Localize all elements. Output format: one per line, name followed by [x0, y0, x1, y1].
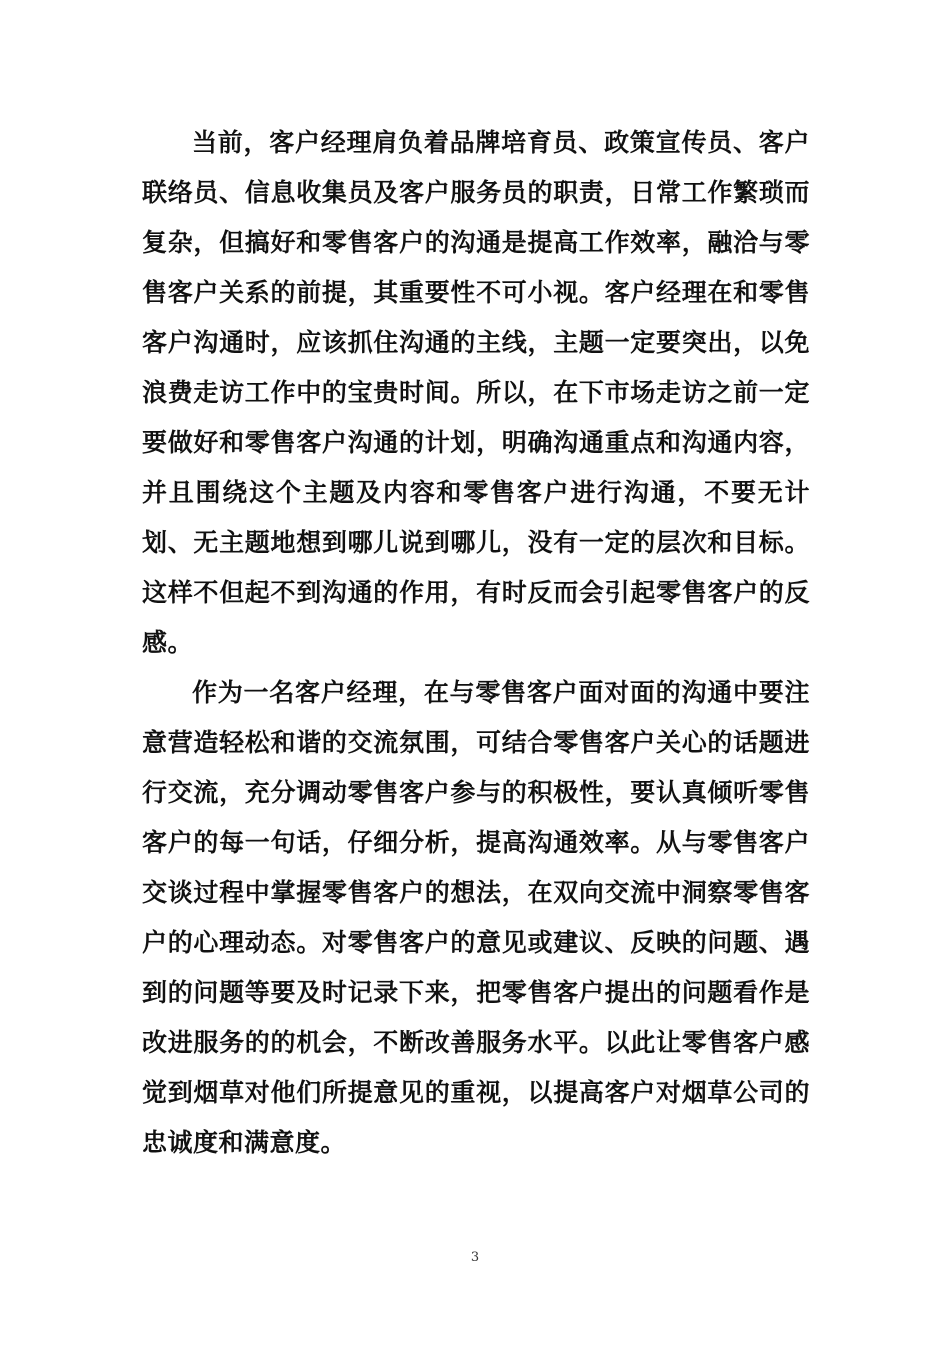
body-text	[142, 118, 810, 1168]
paragraph-1: 当前，客户经理肩负着品牌培育员、政策宣传员、客户联络员、信息收集员及客户服务员的职责，日常工作繁琐而复杂，但搞好和零售客户的沟通是提高工作效率，融洽与零售客户关系的前提，其重要性不可小视。客户经理在和零售客户沟通时，应该抓住沟通的主线，主题一定要突出，以免浪费走访工作中的宝贵时间。所以，在下市场走访之前一定要做好和零售客户沟通的计划，明确沟通重点和沟通内容，并且围绕这个主题及内容和零售客户进行沟通，不要无计划、无主题地想到哪儿说到哪儿，没有一定的层次和目标。这样不但起不到沟通的作用，有时反而会引起零售客户的反感。	[142, 128, 810, 657]
page-number: 3	[470, 1250, 480, 1265]
paragraph-2: 作为一名客户经理，在与零售客户面对面的沟通中要注意营造轻松和谐的交流氛围，可结合零售客户关心的话题进行交流，充分调动零售客户参与的积极性，要认真倾听零售客户的每一句话，仔细分析，提高沟通效率。从与零售客户交谈过程中掌握零售客户的想法，在双向交流中洞察零售客户的心理动态。对零售客户的意见或建议、反映的问题、遇到的问题等要及时记录下来，把零售客户提出的问题看作是改进服务的的机会，不断改善服务水平。以此让零售客户感觉到烟草对他们所提意见的重视，以提高客户对烟草公司的忠诚度和满意度。	[142, 678, 810, 1157]
